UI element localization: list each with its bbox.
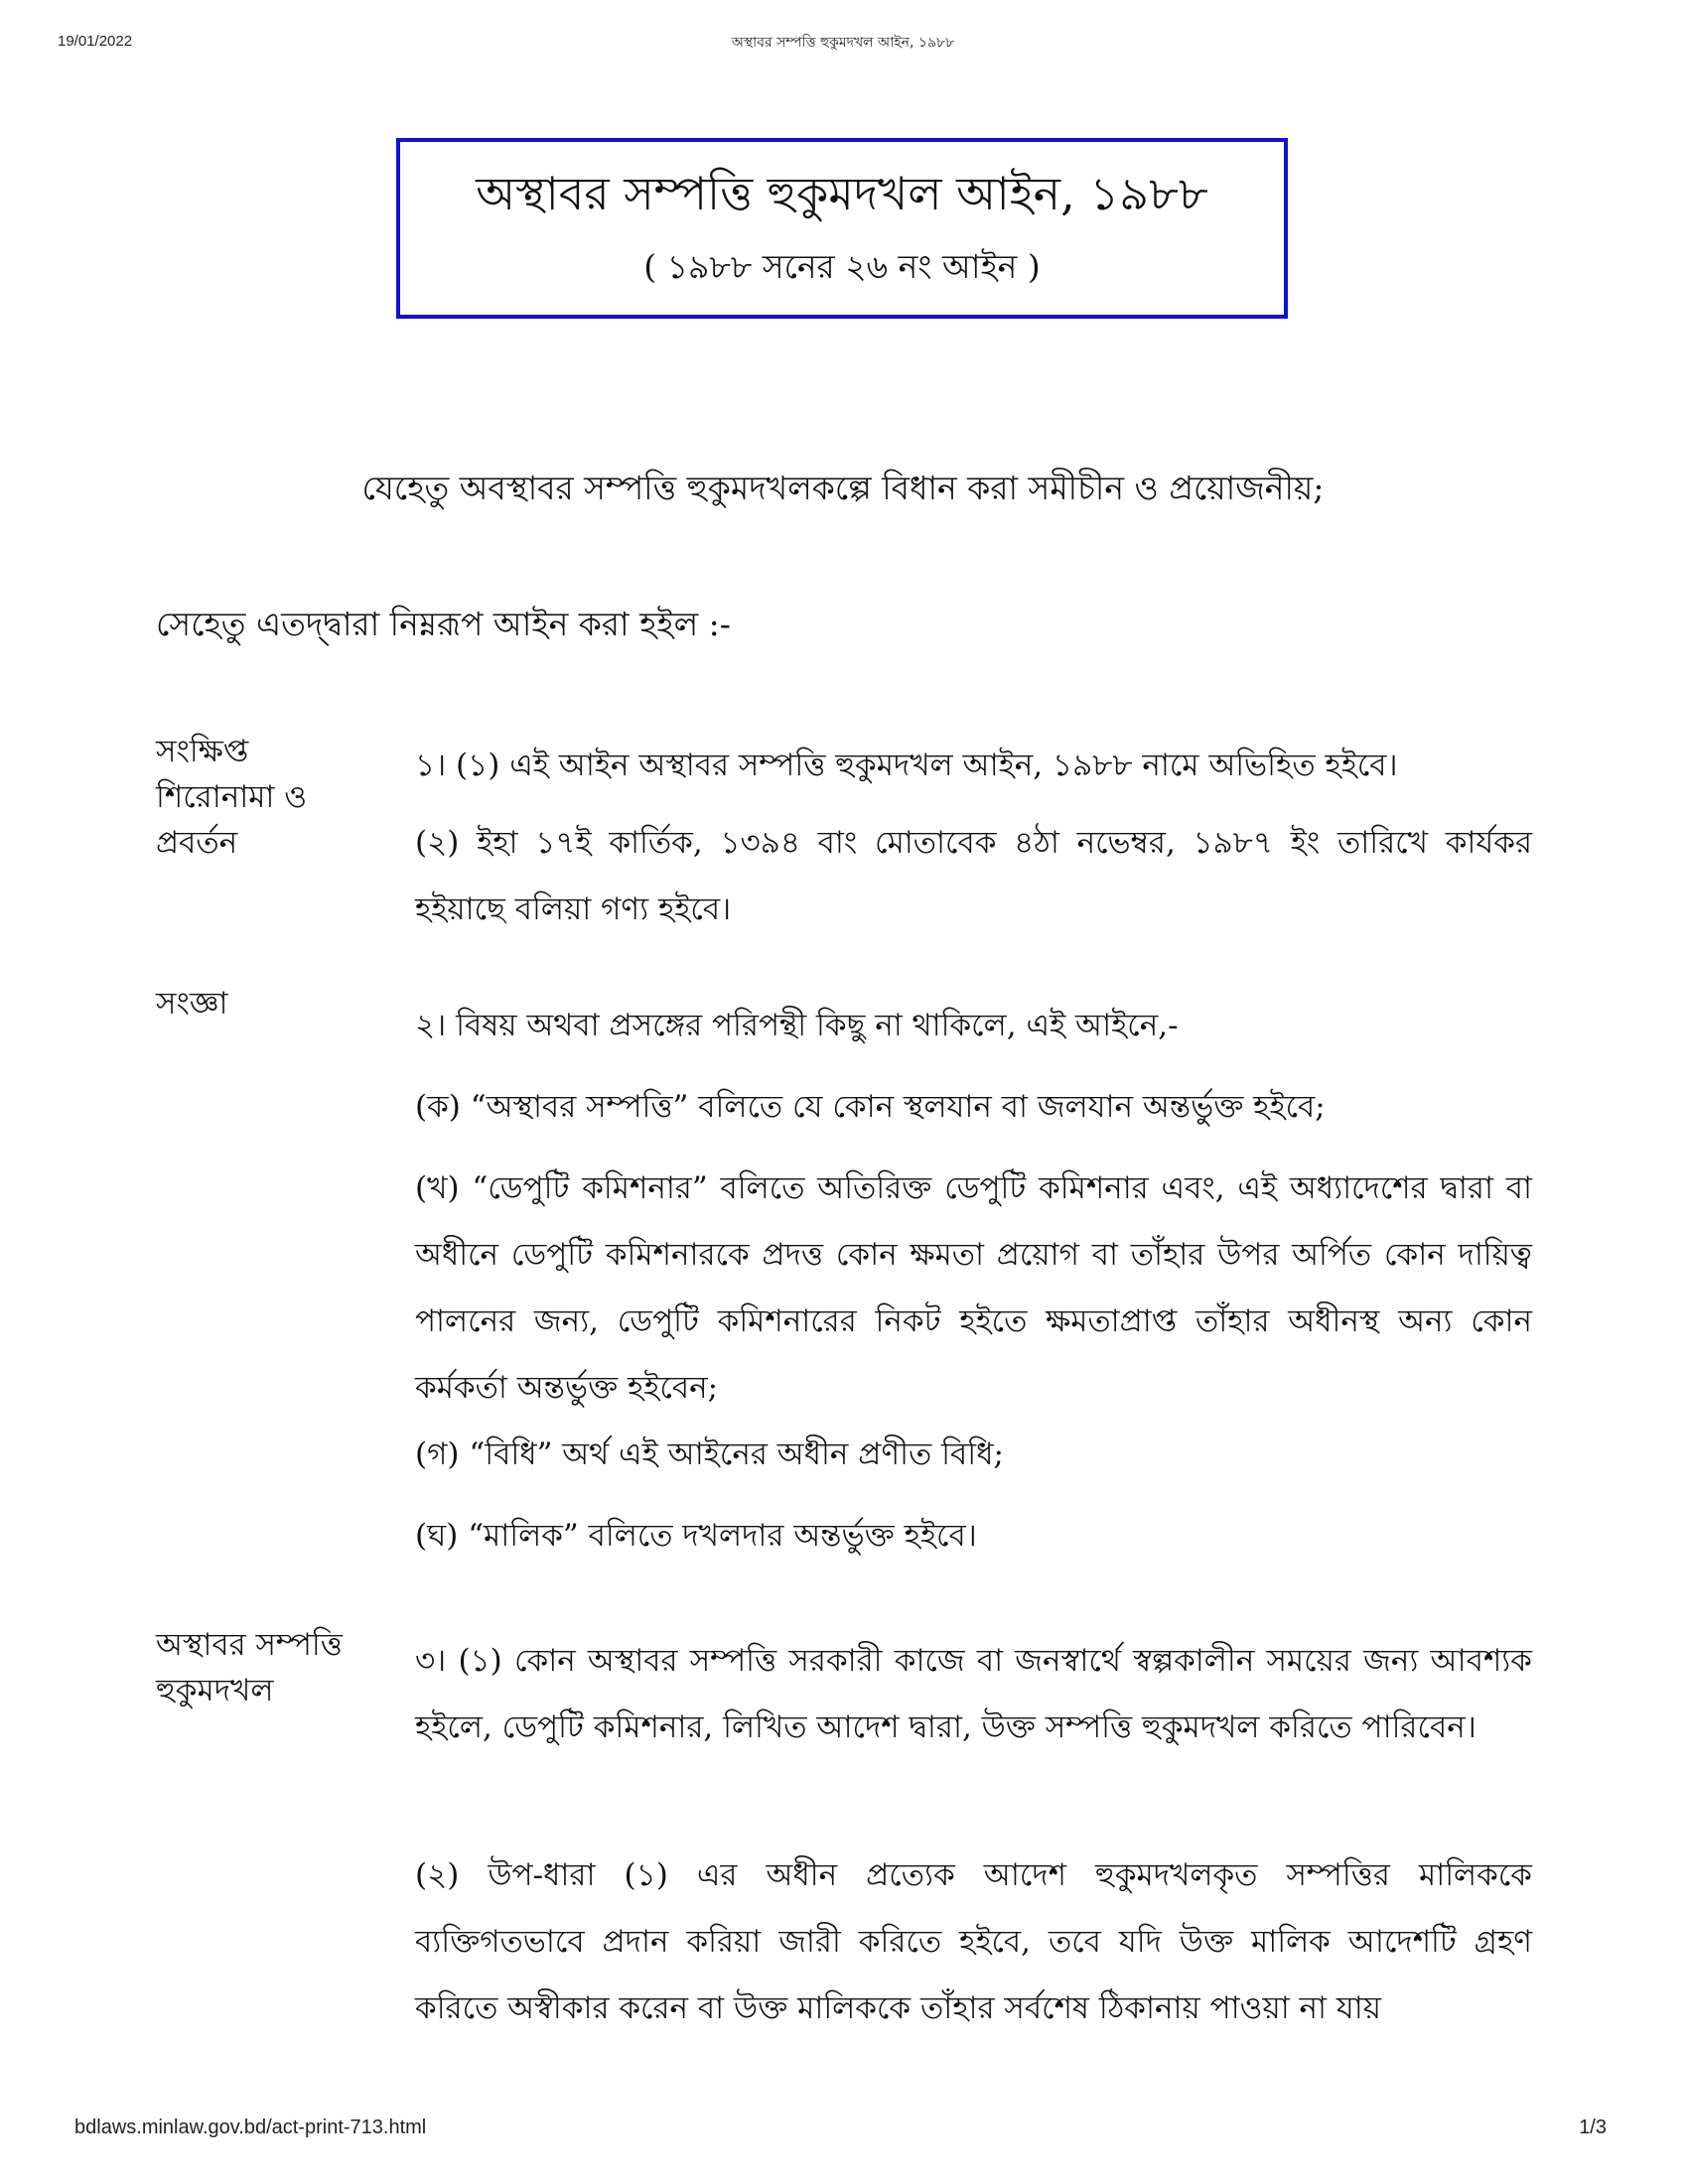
section-3-subsection-2: (২) উপ-ধারা (১) এর অধীন প্রত্যেক আদেশ হুকুমদখলকৃত সম্পত্তির মালিককে ব্যক্তিগতভাবে প্রদান করিয়া জারী করিতে হইবে, তবে যদি উক্ত মালিক আদেশটি গ্রহণ করিতে অস্বীকার করেন বা উক্ত মালিককে তাঁহার সর্বশেষ ঠিকানায় পাওয়া না যায় — [415, 1857, 1532, 2026]
act-title-box — [396, 138, 1288, 319]
preamble-enacted: সেহেতু এতদ্দ্বারা নিম্নরূপ আইন করা হইল :- — [156, 605, 731, 643]
print-footer-url: bdlaws.minlaw.gov.bd/act-print-713.html — [74, 2116, 427, 2138]
section-2-clause-ga: (গ) “বিধি” অর্থ এই আইনের অধীন প্রণীত বিধি; — [415, 1436, 1004, 1472]
margin-note-short-title: সংক্ষিপ্ত শিরোনামা ও প্রবর্তন — [156, 734, 308, 861]
section-2-clause-kha: (খ) “ডেপুটি কমিশনার” বলিতে অতিরিক্ত ডেপুটি কমিশনার এবং, এই অধ্যাদেশের দ্বারা বা অধীনে ডেপুটি কমিশনারকে প্রদত্ত কোন ক্ষমতা প্রয়োগ বা তাঁহার উপর অর্পিত কোন দায়িত্ব পালনের জন্য, ডেপুটি কমিশনারের নিকট হইতে ক্ষমতাপ্রাপ্ত তাঁহার অধীনস্থ অন্য কোন কর্মকর্তা অন্তর্ভুক্ত হইবেন; — [415, 1170, 1532, 1406]
act-title: অস্থাবর সম্পত্তি হুকুমদখল আইন, ১৯৮৮ — [476, 167, 1208, 220]
act-number: ( ১৯৮৮ সনের ২৬ নং আইন ) — [643, 247, 1041, 286]
margin-note-definitions: সংজ্ঞা — [156, 986, 228, 1022]
print-header-title: অস্থাবর সম্পত্তি হুকুমদখল আইন, ১৯৮৮ — [731, 35, 955, 51]
section-2-clause-ka: (ক) “অস্থাবর সম্পত্তি” বলিতে যে কোন স্থলযান বা জলযান অন্তর্ভুক্ত হইবে; — [415, 1089, 1326, 1125]
print-page-number: 1/3 — [1579, 2116, 1607, 2138]
section-2-intro: ২। বিষয় অথবা প্রসঙ্গের পরিপন্থী কিছু না থাকিলে, এই আইনে,- — [415, 1008, 1179, 1043]
print-date: 19/01/2022 — [58, 33, 133, 50]
section-1-subsection-1: ১। (১) এই আইন অস্থাবর সম্পত্তি হুকুমদখল আইন, ১৯৮৮ নামে অভিহিত হইবে। — [415, 748, 1398, 783]
section-3-subsection-1: ৩। (১) কোন অস্থাবর সম্পত্তি সরকারী কাজে বা জনস্বার্থে স্বল্পকালীন সময়ের জন্য আবশ্যক হইলে, ডেপুটি কমিশনার, লিখিত আদেশ দ্বারা, উক্ত সম্পত্তি হুকুমদখল করিতে পারিবেন। — [415, 1643, 1532, 1745]
section-2-clause-gha: (ঘ) “মালিক” বলিতে দখলদার অন্তর্ভুক্ত হইবে। — [415, 1518, 977, 1554]
preamble-whereas: যেহেতু অবস্থাবর সম্পত্তি হুকুমদখলকল্পে বিধান করা সমীচীন ও প্রয়োজনীয়; — [361, 469, 1325, 507]
section-1-subsection-2: (২) ইহা ১৭ই কার্তিক, ১৩৯৪ বাং মোতাবেক ৪ঠা নভেম্বর, ১৯৮৭ ইং তারিখে কার্যকর হইয়াছে বলিয়া গণ্য হইবে। — [415, 825, 1532, 927]
margin-note-requisition: অস্থাবর সম্পত্তি হুকুমদখল — [156, 1627, 343, 1708]
